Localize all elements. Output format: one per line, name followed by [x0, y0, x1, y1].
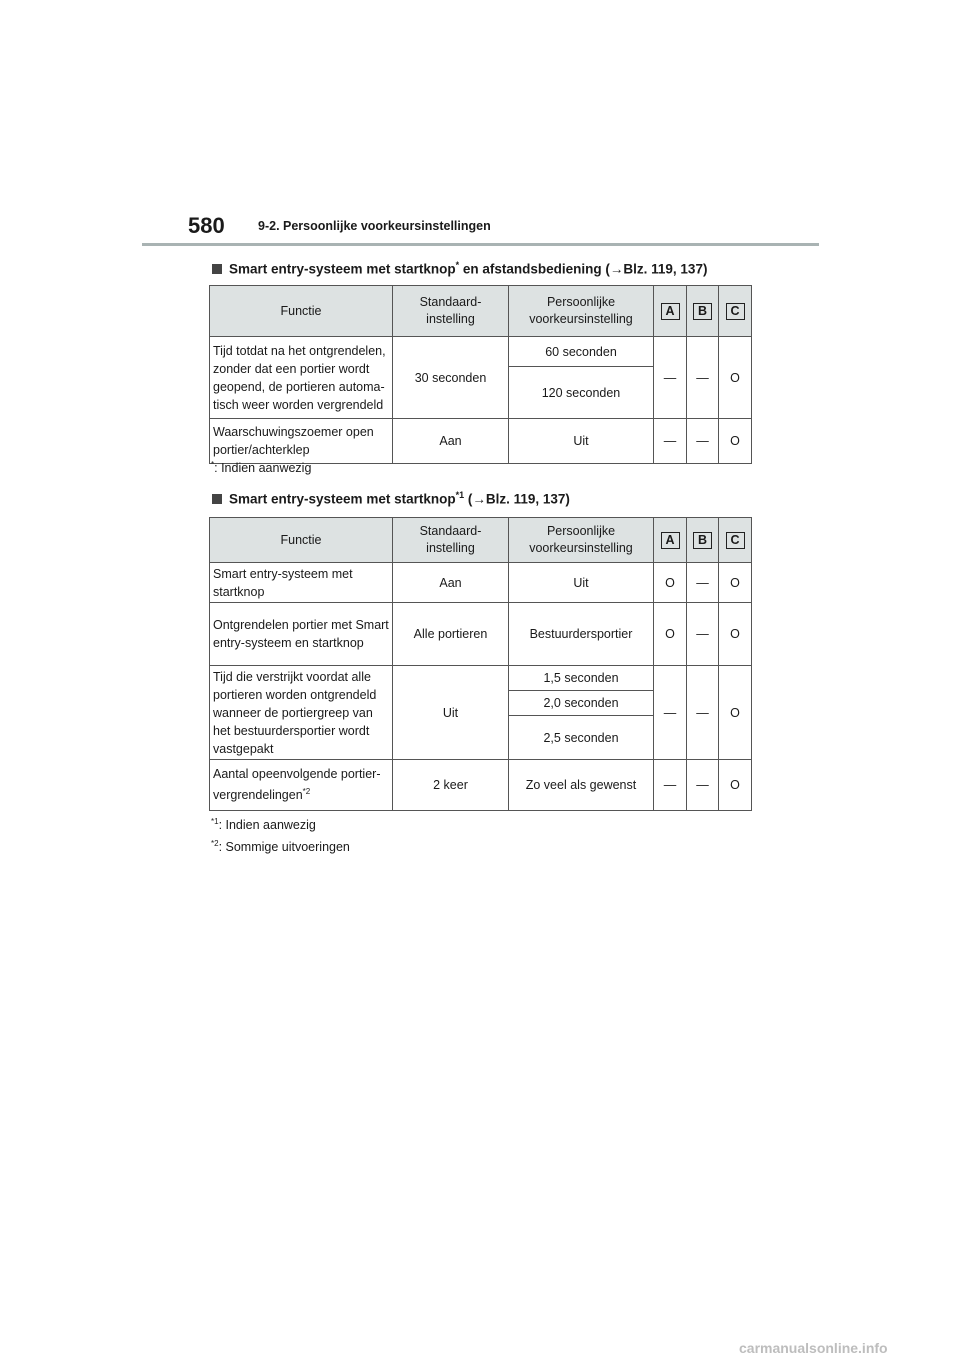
cell-default: 2 keer	[393, 760, 509, 811]
col-b	[687, 518, 719, 563]
cell-c: O	[719, 666, 752, 760]
col-personal: Persoonlijke voorkeursinstelling	[509, 286, 654, 337]
cell-option: 2,5 seconden	[509, 716, 654, 760]
cell-option: Uit	[509, 419, 654, 464]
table-row	[210, 603, 752, 666]
cell-default: Aan	[393, 419, 509, 464]
cell-a: —	[654, 337, 687, 419]
table-row	[210, 563, 752, 603]
chapter-title: 9-2. Persoonlijke voorkeursinstellingen	[258, 219, 491, 233]
square-bullet-icon	[212, 494, 222, 504]
cell-option: 1,5 seconden	[509, 666, 654, 691]
cell-default: Alle portieren	[393, 603, 509, 666]
cell-c: O	[719, 760, 752, 811]
table-header-row	[210, 518, 752, 563]
table-row	[210, 419, 752, 464]
section2-heading: Smart entry-systeem met startknop$^{*1}$ (→Blz. 119, 137)	[212, 490, 570, 507]
letter-a-icon: A	[661, 303, 680, 320]
cell-c: O	[719, 337, 752, 419]
watermark: carmanualsonline.info	[739, 1340, 888, 1356]
col-default: Standaard- instelling	[393, 286, 509, 337]
col-function: Functie	[210, 286, 393, 337]
cell-b: —	[687, 666, 719, 760]
cell-a: —	[654, 760, 687, 811]
table-row	[210, 666, 752, 691]
cell-default: Aan	[393, 563, 509, 603]
cell-option: 60 seconden	[509, 337, 654, 367]
letter-b-icon: B	[693, 303, 712, 320]
cell-function: Waarschuwingszoemer open portier/achterklep	[210, 419, 393, 464]
table-row	[210, 760, 752, 811]
cell-a: —	[654, 419, 687, 464]
square-bullet-icon	[212, 264, 222, 274]
cell-function: Tijd die verstrijkt voordat alle portieren worden ontgrendeld wanneer de portiergreep van het bestuurdersportier wordt vastgepakt	[210, 666, 393, 760]
section2-table	[209, 517, 752, 811]
col-default: Standaard- instelling	[393, 518, 509, 563]
table-header-row	[210, 286, 752, 337]
letter-a-icon: A	[661, 532, 680, 549]
col-a	[654, 518, 687, 563]
cell-option: Zo veel als gewenst	[509, 760, 654, 811]
cell-option: Uit	[509, 563, 654, 603]
cell-option: Bestuurdersportier	[509, 603, 654, 666]
cell-a: O	[654, 563, 687, 603]
page-number: 580	[188, 213, 225, 238]
cell-c: O	[719, 603, 752, 666]
cell-option: 120 seconden	[509, 367, 654, 419]
letter-c-icon: C	[726, 303, 745, 320]
cell-function: Tijd totdat na het ontgrendelen, zonder dat een portier wordt geopend, de portieren automa-tisch weer worden vergrendeld	[210, 337, 393, 419]
letter-c-icon: C	[726, 532, 745, 549]
col-function: Functie	[210, 518, 393, 563]
cell-function: Smart entry-systeem met startknop	[210, 563, 393, 603]
cell-b: —	[687, 419, 719, 464]
col-a	[654, 286, 687, 337]
cell-c: O	[719, 419, 752, 464]
section1-footnote: *: Indien aanwezig	[211, 460, 312, 476]
col-c	[719, 286, 752, 337]
section1-heading: Smart entry-systeem met startknop* en afstandsbediening (→Blz. 119, 137)	[212, 260, 707, 277]
col-personal: Persoonlijke voorkeursinstelling	[509, 518, 654, 563]
cell-function: Ontgrendelen portier met Smart entry-systeem en startknop	[210, 603, 393, 666]
section1-table	[209, 285, 752, 464]
col-c	[719, 518, 752, 563]
cell-b: —	[687, 603, 719, 666]
cell-b: —	[687, 563, 719, 603]
cell-a: O	[654, 603, 687, 666]
header-divider	[142, 243, 819, 246]
table-row	[210, 337, 752, 367]
col-b	[687, 286, 719, 337]
cell-c: O	[719, 563, 752, 603]
section2-footnote-2: $^{*2}$: Sommige uitvoeringen	[211, 839, 350, 855]
cell-function: Aantal opeenvolgende portier-vergrendelingen$^{*2}$	[210, 760, 393, 811]
section2-footnote-1: $^{*1}$: Indien aanwezig	[211, 817, 316, 833]
cell-option: 2,0 seconden	[509, 691, 654, 716]
cell-b: —	[687, 337, 719, 419]
cell-default: Uit	[393, 666, 509, 760]
cell-b: —	[687, 760, 719, 811]
cell-a: —	[654, 666, 687, 760]
letter-b-icon: B	[693, 532, 712, 549]
cell-default: 30 seconden	[393, 337, 509, 419]
